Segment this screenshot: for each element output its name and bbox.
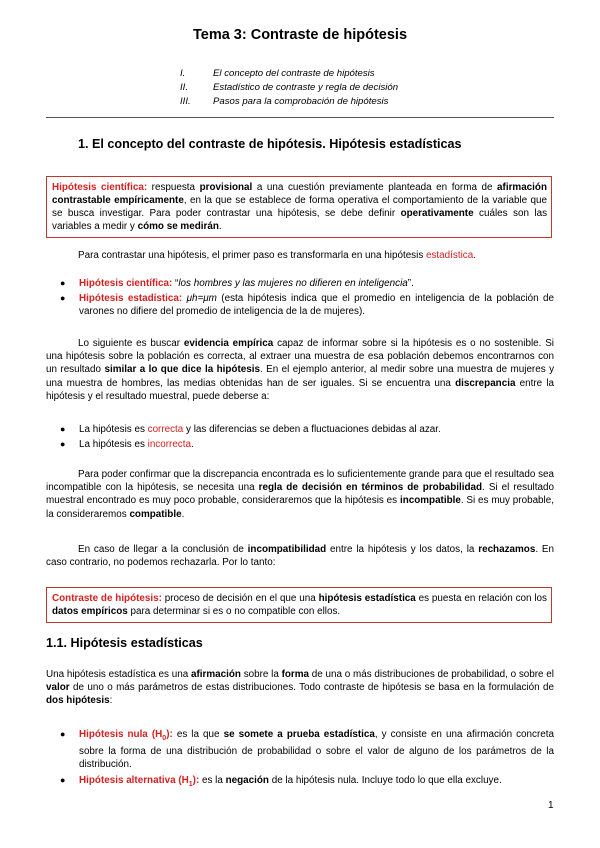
text: ”.: [407, 278, 414, 289]
list-term: Hipótesis científica:: [79, 278, 173, 289]
text: La hipótesis es: [79, 439, 148, 451]
text: Para poder confirmar que la discrepancia encontrada es lo suficientemente grande para que el resultado sea incompatible con la hipótesis, se necesita una: [46, 469, 554, 494]
paragraph: [46, 337, 554, 403]
list-item: [60, 277, 554, 290]
text: . En el ejemplo anterior, al medir sobre una muestra de mujeres y una muestra de hombres, las medias obtenidas han de ser iguales. Si se encuentra una: [46, 364, 555, 389]
text: Hipótesis nula (H: [79, 729, 163, 740]
text: es la que: [172, 729, 224, 740]
text: “: [172, 278, 179, 289]
text: .: [181, 508, 185, 520]
subscript: 1: [188, 780, 193, 788]
bold-text: datos empíricos: [52, 606, 128, 618]
text: , en la que se establece de forma operativa el comportamiento de la variable que se busca investigar. Para poder contrastar una hipótesis, se debe definir: [52, 195, 547, 220]
text: En caso de llegar a la conclusión de: [78, 544, 248, 555]
text: cuáles son las variables a medir y: [52, 208, 548, 233]
bold-text: incompatibilidad: [247, 544, 327, 555]
text: es la: [199, 774, 226, 786]
text: (esta hipótesis indica que el promedio en inteligencia de la población de varones no difiere del promedio de inteligencia de la de mujeres).: [79, 293, 555, 318]
section-heading: 1. El concepto del contraste de hipótesis. Hipótesis estadísticas: [78, 137, 462, 151]
bold-text: dos hipótesis: [46, 695, 110, 707]
list-item: [60, 774, 554, 791]
paragraph: [46, 668, 554, 708]
page-number: 1: [548, 800, 554, 811]
bold-text: valor: [46, 682, 70, 694]
text: . Si es muy probable, la consideraremos: [46, 495, 554, 520]
bold-text: evidencia empírica: [183, 338, 274, 349]
text: ):: [192, 774, 200, 786]
text: y las diferencias se deben a fluctuaciones debidas al azar.: [183, 424, 441, 435]
definition-term: Contraste de hipótesis:: [52, 593, 162, 604]
bullet-list: [60, 728, 554, 793]
list-term: [79, 775, 199, 786]
text: de la hipótesis nula. Incluye todo lo que ella excluye.: [268, 774, 502, 786]
bold-text: cómo se medirán: [137, 221, 219, 233]
toc-text: Estadístico de contraste y regla de decisión: [213, 82, 399, 94]
bullet-icon: ●: [60, 729, 66, 739]
bullet-icon: ●: [60, 293, 66, 304]
text: de uno o más parámetros de estas distribuciones. Todo contraste de hipótesis se basa en la formulación de: [69, 682, 554, 694]
text: . En caso contrario, no podemos rechazarla. Por lo tanto:: [46, 544, 554, 569]
bold-text: negación: [225, 774, 269, 786]
text: entre la hipótesis y los datos, la: [326, 544, 479, 555]
highlight-text: correcta: [147, 424, 184, 435]
bullet-list: [60, 423, 554, 453]
text: Lo siguiente es buscar: [78, 338, 184, 349]
document-title: Tema 3: Contraste de hipótesis: [192, 27, 408, 43]
text: para determinar si es o no compatible con ellos.: [127, 606, 341, 618]
text: .: [190, 439, 194, 451]
bullet-icon: ●: [60, 439, 66, 450]
toc-item: [180, 81, 398, 95]
bold-text: operativamente: [400, 208, 474, 220]
divider: [46, 117, 554, 118]
definition-box-hypothesis-test: [46, 587, 552, 623]
text: . Si el resultado muestral encontrado es muy poco probable, consideraremos que la hipótesis es: [46, 482, 554, 507]
list-item: [60, 292, 554, 318]
bullet-icon: ●: [60, 774, 66, 785]
bold-text: similar a lo que dice la hipótesis: [104, 364, 260, 376]
toc-item: [180, 95, 398, 109]
bold-text: compatible: [129, 508, 182, 520]
text: capaz de informar sobre si la hipótesis es o no sostenible. Si una hipótesis sobre la población es correcta, al extraer una muestra de esa población debemos encontrarnos con un resultado: [46, 338, 554, 376]
toc-number: I.: [180, 68, 186, 79]
bold-text: afirmación: [190, 669, 241, 680]
paragraph: [46, 249, 554, 262]
list-item: [60, 423, 554, 436]
table-of-contents: [180, 67, 398, 110]
toc-text: El concepto del contraste de hipótesis: [213, 68, 375, 79]
bullet-icon: ●: [60, 278, 66, 288]
bold-text: forma: [281, 669, 310, 680]
text: .: [218, 221, 222, 233]
highlight-text: estadística: [426, 250, 474, 261]
italic-text: μh=μm: [186, 293, 217, 305]
bold-text: rechazamos: [478, 544, 536, 555]
list-item: [60, 728, 554, 772]
toc-text: Pasos para la comprobación de hipótesis: [213, 96, 389, 108]
text: ):: [166, 729, 173, 740]
bold-text: provisional: [199, 182, 253, 193]
toc-number: II.: [180, 82, 188, 94]
italic-text: los hombres y las mujeres no difieren en inteligencia: [178, 278, 408, 289]
text: sobre la: [240, 669, 282, 680]
list-term: [79, 729, 173, 740]
text: .: [473, 250, 476, 261]
bold-text: hipótesis estadística: [318, 593, 416, 604]
text: a una cuestión previamente planteada en forma de: [252, 182, 498, 193]
text: es puesta en relación con los: [415, 593, 547, 604]
text: :: [109, 695, 113, 707]
bold-text: se somete a prueba estadística: [223, 729, 375, 740]
paragraph: [46, 468, 554, 521]
subscript: 0: [162, 734, 167, 742]
list-item: [60, 438, 554, 451]
text: de una o más distribuciones de probabilidad, o sobre el: [309, 669, 554, 680]
text: La hipótesis es: [79, 424, 148, 435]
text: Una hipótesis estadística es una: [46, 669, 191, 680]
bold-text: incompatible: [399, 495, 461, 507]
bold-text: afirmación contrastable empíricamente: [52, 182, 547, 207]
bullet-icon: ●: [60, 424, 66, 434]
toc-number: III.: [180, 96, 191, 108]
list-term: Hipótesis estadística:: [79, 293, 183, 305]
bold-text: discrepancia: [455, 377, 516, 389]
definition-term: Hipótesis científica:: [52, 182, 148, 193]
text: Para contrastar una hipótesis, el primer paso es transformarla en una hipótesis: [78, 250, 426, 261]
subsection-heading: 1.1. Hipótesis estadísticas: [46, 636, 203, 650]
highlight-text: incorrecta: [147, 439, 191, 451]
text: respuesta: [147, 182, 200, 193]
text: entre la hipótesis y el resultado muestral, puede deberse a:: [46, 377, 555, 402]
text: proceso de decisión en el que una: [161, 593, 319, 604]
bold-text: regla de decisión en términos de probabilidad: [258, 482, 483, 494]
paragraph: [46, 543, 554, 569]
toc-item: [180, 67, 398, 81]
bullet-list: [60, 277, 554, 321]
text: Hipótesis alternativa (H: [79, 774, 189, 786]
definition-box-scientific-hypothesis: [46, 176, 552, 238]
text: , y consiste en una afirmación concreta sobre la forma de una distribución de probabilidad o sobre el valor de alguno de los parámetros de la distribución.: [79, 729, 554, 771]
